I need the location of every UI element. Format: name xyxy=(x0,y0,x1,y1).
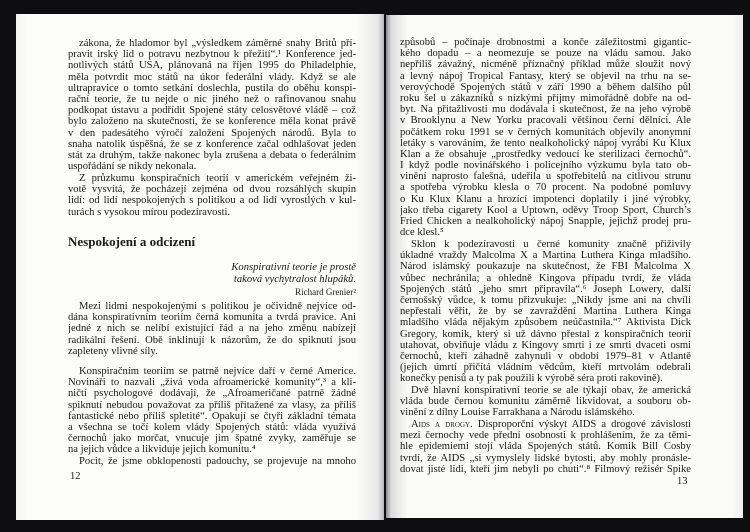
left-page xyxy=(16,14,384,520)
text-line: nepříliš závažný, nicméně příznačný příklad může sloužit nový xyxy=(400,59,691,71)
text-line: pravit irský lid o potravu nezbytnou k přežití“.¹ Konference jed- xyxy=(68,49,356,61)
text-line: Pocit, že jsme obklopenosti padouchy, se projevuje na mnoho xyxy=(79,456,356,467)
text-line: o Ku Klux Klanu a hrozící impotenci doplatily i jiné výrobky, xyxy=(400,193,691,205)
paragraph xyxy=(400,239,691,384)
text-line: dce klesl.⁵ xyxy=(400,227,444,239)
text-line: vůbec nechránila; a ohledně Kingova případu tvrdí, že vláda xyxy=(400,272,691,284)
run-in-heading: Aids a drogy. xyxy=(411,419,473,430)
paragraph xyxy=(400,419,691,475)
text-line: černochů, kteří záhadně zahynuli v období 1979–81 v Atlantě xyxy=(400,350,691,362)
page-number: 13 xyxy=(677,476,688,487)
text-span: Disproporční výskyt AIDS a drogové závislosti xyxy=(472,419,691,430)
page-number: 12 xyxy=(70,471,81,482)
text-line: dovat jisté lidi, kteří jim nebyli po chuti“.⁸ Filmový režisér Spike xyxy=(400,463,691,475)
text-line: radikální řešení. Obě inklinují k názorům, že do spiknutí jsou xyxy=(68,334,356,346)
paragraph xyxy=(400,385,691,419)
text-line: zákona, že hladomor byl „výsledkem záměrné snahy Britů pří- xyxy=(79,38,356,49)
text-line: Mezi lidmi nespokojenými s politikou je očividně nejvíce od- xyxy=(79,301,356,312)
section-heading: Nespokojení a odcizení xyxy=(68,234,196,249)
text-line: podkopat ústavu a podřídit Spojené státy celosvětové vládě – což xyxy=(68,105,356,117)
text-line: jako třeba cigarety Kool a Uptown, oděvy Troop Sport, Church’s xyxy=(400,204,691,216)
text-line: letáky s varováním, že tento nealkoholický nápoj vyrábí Ku Klux xyxy=(400,137,691,149)
text-line: Národ islámský poukazuje na skutečnost, že FBI Malcolma X xyxy=(400,261,691,273)
text-line: votě vysvítá, že pocházejí zejména od dvou rozsáhlých skupin xyxy=(68,184,356,196)
text-line: zapleteny vlivné síly. xyxy=(68,345,158,357)
text-line: kého dopadu – a neomezuje se pouze na vládu samou. Jako xyxy=(400,48,691,60)
text-line xyxy=(400,419,691,430)
epigraph-line: Konspirativní teorie je prostě xyxy=(231,262,356,273)
right-page xyxy=(386,15,743,518)
text-line: roku šel u zákazníků s nízkými příjmy mimořádně dobře na od- xyxy=(400,92,691,104)
text-line: spiknutí nebudou považovat za příliš přitažené za vlasy, za příliš xyxy=(68,399,356,411)
text-line: bylo založeno na skutečnosti, že se konference měla konat právě xyxy=(68,116,356,128)
text-line: notlivých států USA, plánovaná na říjen 1995 do Philadelphie, xyxy=(68,60,356,72)
epigraph-author: Richard Grenier² xyxy=(295,287,356,297)
text-line: hle epidemiemi stojí vláda Spojených států. Komik Bill Cosby xyxy=(400,441,691,453)
text-line: Sklon k podezíravosti u černé komunity značně přiživily xyxy=(411,239,691,250)
paragraph xyxy=(68,456,356,467)
text-line: nepřestali věřit, že by se zavraždění Martina Luthera Kinga xyxy=(400,306,691,318)
text-line: a levný nápoj Tropical Fantasy, který se objevil na trhu na se- xyxy=(400,70,691,82)
text-line: vinění naprosto falešná, udeřila u spotřebitelů na citlivou strunu xyxy=(400,171,691,183)
text-line: verovýchodě Spojených států v září 1990 a během dalšího půl xyxy=(400,81,691,93)
text-line: měla potvrdit moc států na úkor federální vlády. Když se ale xyxy=(68,71,356,83)
text-line: snaha natolik úspěšná, že se z konference začal odhlašovat jeden xyxy=(68,138,356,150)
text-line: Gregory, komik, který si už dávno přestal z konspiračních teorií xyxy=(400,328,691,340)
text-line: dána konspirativním teoriím černá komunita a tvrdá pravice. Ani xyxy=(68,312,356,324)
text-line: (jejich úmrtí přičítá vládním vědcům, kteří mrtvolám odebrali xyxy=(400,362,691,374)
text-line: počátkem roku 1991 se v černých komunitách objevily anonymní xyxy=(400,126,691,138)
text-line: turách s vysokou mírou podezíravosti. xyxy=(68,206,231,218)
text-line: a spotřeba výrobku klesla o 70 procent. Na podobné pomluvy xyxy=(400,182,691,194)
paragraph xyxy=(400,37,691,238)
text-line: a všechna se točí kolem vlády Spojených států: vláda využívá xyxy=(68,421,356,433)
text-line: stát za druhým, takže nakonec byla zrušena a debata o federálním xyxy=(68,149,356,161)
text-line: Novináři to nazvali „živá voda afroamerické komunity“,³ a kli- xyxy=(68,377,356,389)
text-line: tvrdí, že AIDS „si vymyslely lidské bytosti, aby mohly pronásle- xyxy=(400,452,691,464)
epigraph-line: taková vychytralost hlupáků. xyxy=(233,274,356,285)
paragraph xyxy=(68,366,356,456)
text-line: lidí: od lidí nespokojených s politikou a od lidí vyrostlých v kul- xyxy=(68,195,356,207)
epigraph xyxy=(231,262,356,298)
paragraph xyxy=(68,38,356,172)
text-line: uspořádání se nikdy nekonala. xyxy=(68,161,197,173)
text-line: Spojených států „jeho smrt připravila“.⁶ Joseph Lowery, další xyxy=(400,283,691,295)
text-line: Klan a že obsahuje „prostředky vedoucí ke sterilizaci černochů“. xyxy=(400,148,691,160)
text-line: jedné z nich se nelíbí existující řád a na jeho změnu nabízejí xyxy=(68,323,356,335)
text-line: způsobů – počínaje drobnostmi a konče záležitostmi gigantic- xyxy=(400,37,691,48)
text-line: vinění z dílny Louise Farrakhana a Národu islámského. xyxy=(400,407,635,419)
text-line: utahovat, obviňuje vládu z Kingovy smrti i ze smrti dvaceti osmi xyxy=(400,339,691,351)
text-line: úkladné vraždy Malcolma X a Martina Luthera Kinga mladšího. xyxy=(400,250,691,262)
text-line: černošský vůdce, k tomu přizvukuje: „Nikdy jsme ani na chvíli xyxy=(400,294,691,306)
paragraph xyxy=(68,173,356,218)
text-line: I když podle novinářského i policejního výzkumu byla tato ob- xyxy=(400,160,691,172)
text-line: Konspiračním teoriím se patrně nejvíce daří v černé Americe. xyxy=(79,366,356,377)
text-line: Fried Chicken a nealkoholický nápoj Snapple, jejichž prodej pru- xyxy=(400,216,691,227)
text-line: ničtí psychologové dodávají, že „Afroameričané patrně žádné xyxy=(68,388,356,400)
text-line: mladšího vláda nějakým způsobem neúčastnila.“⁷ Aktivista Dick xyxy=(400,317,691,329)
text-line: byt. Na přitažlivosti mu dodávala i skutečnost, že na jeho výrobě xyxy=(400,104,691,116)
text-line: vláda bude černou komunitu záměrně likvidovat, a souboru ob- xyxy=(400,396,691,408)
text-line: konečky penisů a ty pak použili k výrobě séra proti rakovině). xyxy=(400,373,663,385)
text-line: mezi černochy vede přední osobnosti k prohlášením, že za těmi- xyxy=(400,430,691,442)
text-line: v Brooklynu a New Yorku pracovali většinou černí dělníci. Ale xyxy=(400,115,691,127)
text-line: rační teorie, že tu nejde o nic jiného než o rafinovanou snahu xyxy=(68,93,356,105)
text-line: fantastické nebo příliš spletité“. Opakují se čtyři základní témata xyxy=(68,410,356,422)
text-line: Z průzkumu konspiračních teorií v americkém veřejném ži- xyxy=(79,173,356,184)
text-line: černochů jako morčat, vnucuje jim špatné zvyky, zaměřuje se xyxy=(68,433,356,445)
text-line: na jejich vůdce a likviduje jejich komunitu.⁴ xyxy=(68,444,256,456)
text-line: v den padesátého výročí založení Spojených národů. Byla to xyxy=(68,127,356,139)
paragraph xyxy=(68,301,356,357)
text-line: Dvě hlavní konspirativní teorie se ale týkají obav, že americká xyxy=(411,385,691,396)
text-line: ultrapravice o tomto setkání doslechla, pustila do oběhu konspi- xyxy=(68,82,356,94)
